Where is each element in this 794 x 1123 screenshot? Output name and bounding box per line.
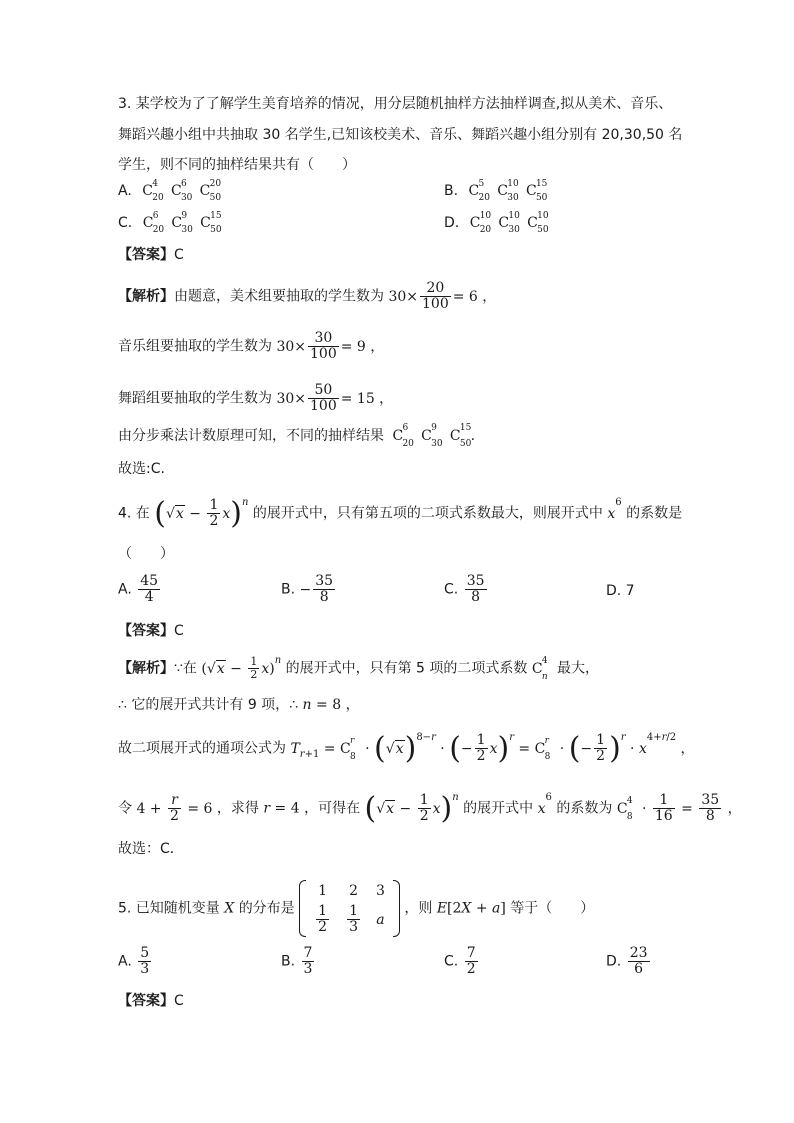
q3-step-2-text: 音乐组要抽取的学生数为 [118,338,272,355]
q5-intro: 5. 已知随机变量 [118,900,220,917]
q3-option-a: A. C 4 20 C 6 30 C 20 50 [118,179,222,203]
q5-tail: ，则 [404,900,433,917]
q4-paren: （ ） [118,546,174,562]
q3-line-2: 舞蹈兴趣小组中共抽取 30 名学生,已知该校美术、音乐、舞蹈兴趣小组分别有 20,30,50 名 [118,127,683,143]
q3-option-d: D. C 10 20 C 10 30 C 10 50 [444,211,549,235]
q3-step-1-text: 由题意，美术组要抽取的学生数为 [174,288,384,305]
q4-option-a: A. $\frac{45}{4}$ [118,573,159,605]
q4-option-c-label: C. [444,581,459,598]
q4-mid: 的展开式中，只有第五项的二项式系数最大，则展开式中 [252,505,603,522]
q4-a4-text-3: ，可得在 [304,800,361,817]
q4-analysis-2: ∴ 它的展开式共计有 9 项，∴ n = 8 ， [118,697,360,713]
q4-analysis-4: 令 4 + $\frac{r}{2}$ = 6 ，求得 r = 4 ，可得在 (√x − $\frac{1}{2}$ x)$^n$ 的展开式中 $x^6$ 的系数为 C 4 8 · $\frac{1}{16}$ = $\frac{35}{8}$ ， [118,790,742,826]
q4-option-c: C. $\frac{35}{8}$ [444,573,485,605]
q4-a4-text-1: 令 [118,800,132,817]
q5-option-c-label: C. [444,953,459,970]
q3-option-d-label: D. [444,215,460,231]
q5-option-c: C. $\frac{7}{2}$ [444,945,476,977]
q4-a1-mid: 的展开式中，只有第 5 项的二项式系数 [285,660,528,677]
q5-tail-2: 等于（ ） [510,900,595,917]
q5-option-b-label: B. [281,953,296,970]
q4-a4-text-4: 的展开式中 [463,800,534,817]
q4-a1-tail: 最大， [557,660,600,677]
q3-conclusion: 故选:C. [118,461,165,477]
q3-analysis-3: 舞蹈组要抽取的学生数为 30× $\frac{50}{100}$ = 15 ， [118,382,394,414]
q3-option-b: B. C 5 20 C 10 30 C 15 50 [444,179,548,203]
q4-conclusion: 故选：C． [118,841,184,857]
q4-a4-text-5: 的系数为 [556,800,613,817]
q3-option-c-label: C. [118,215,133,231]
answer-value: C [174,993,184,1009]
q3-option-b-label: B. [444,183,459,199]
answer-label: 【答案】 [118,993,174,1009]
q4-option-b-label: B. [281,581,296,598]
distribution-matrix: 1 2 3 $\frac{1}{2}$ $\frac{1}{3}$ a [299,880,400,937]
q3-analysis-1: 【解析】由题意，美术组要抽取的学生数为 30× $\frac{20}{100}$ = 6 ， [118,280,497,312]
q5-option-a: A. $\frac{5}{3}$ [118,945,150,977]
analysis-label: 【解析】 [118,660,174,677]
q3-answer [118,246,184,264]
answer-label: 【答案】 [118,247,174,263]
q4-option-d: D. 7 [606,583,635,599]
q4-tail: 的系数是 [626,505,683,522]
q4-a1-text: 在 [182,660,197,677]
q5-option-a-label: A. [118,953,132,970]
answer-value: C [174,247,184,263]
q3-line-1: 3. 某学校为了了解学生美育培养的情况，用分层随机抽样方法抽样调查,拟从美术、音乐、 [118,96,673,112]
q3-line-3: 学生，则不同的抽样结果共有（ ） [118,157,356,173]
q4-stem: 4. 在 (√x − $\frac{1}{2}$ x)$^n$ 的展开式中，只有第五项的二项式系数最大，则展开式中 $x^6$ 的系数是 [118,495,683,531]
q5-answer [118,992,184,1010]
q5-option-b: B. $\frac{7}{3}$ [281,945,313,977]
q4-analysis-3: 故二项展开式的通项公式为 $T_{r+1} = C$ r 8 · $(√x)^{8-r}$ · (− $\frac{1}{2}$ x)$^r$ = C r 8 · (− $\frac{1}{2}$ )$^r \cdot x^{4+r/2}$ ， [118,730,695,766]
q5-stem: 5. 已知随机变量 X 的分布是 1 2 3 $\frac{1}{2}$ $\frac{1}{3}$ a ，则 E[2X + a] 等于（ ） [118,880,594,937]
q3-step-3-text: 舞蹈组要抽取的学生数为 [118,390,272,407]
q4-intro: 4. 在 [118,505,150,522]
q3-analysis-4: 由分步乘法计数原理可知，不同的抽样结果 C 6 20 C 9 30 C 15 50 . [118,423,476,449]
q4-option-a-label: A. [118,581,132,598]
q4-answer [118,622,184,640]
q5-option-d-label: D. [606,953,622,970]
q5-mid: 的分布是 [238,900,295,917]
answer-label: 【答案】 [118,623,174,639]
q4-a3-text: 故二项展开式的通项公式为 [118,740,286,757]
analysis-label: 【解析】 [118,288,174,305]
q4-option-b: B. − $\frac{35}{8}$ [281,573,334,605]
q4-analysis-1: 【解析】∵在 (√x − $\frac{1}{2}$ x)$^n$ 的展开式中，只有第 5 项的二项式系数 C 4 n 最大， [118,655,600,682]
q3-step-4-text: 由分步乘法计数原理可知，不同的抽样结果 [118,428,384,444]
q4-a2-text: 它的展开式共计有 9 项， [131,697,290,713]
answer-value: C [174,623,184,639]
q5-option-d: D. $\frac{23}{6}$ [606,945,648,977]
q3-option-c: C. C 6 20 C 9 30 C 15 50 [118,211,222,235]
q3-option-a-label: A. [118,183,132,199]
q4-a4-text-2: ，求得 [216,800,259,817]
q3-analysis-2: 音乐组要抽取的学生数为 30× $\frac{30}{100}$ = 9 ， [118,330,385,362]
